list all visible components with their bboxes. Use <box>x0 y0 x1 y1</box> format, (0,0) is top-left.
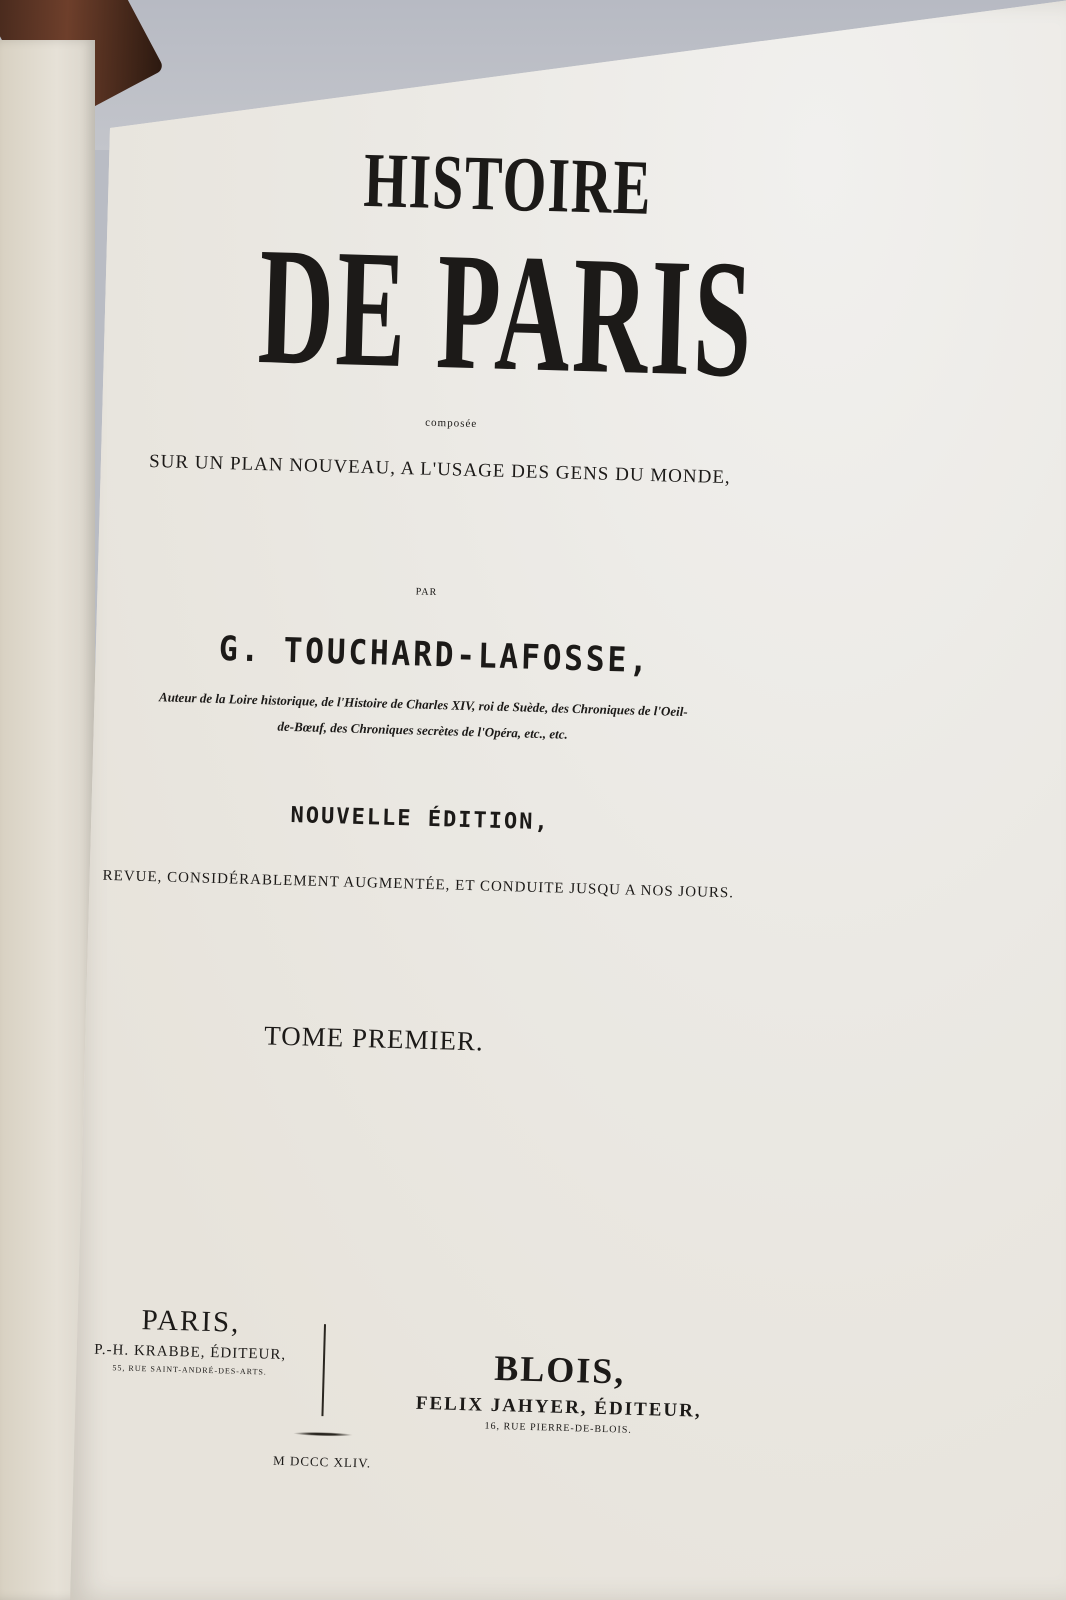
imprint-blois <box>393 1344 725 1438</box>
imprint-paris-address: 55, RUE SAINT-ANDRÉ-DES-ARTS. <box>112 1363 267 1377</box>
edition-revue: REVUE, CONSIDÉRABLEMENT AUGMENTÉE, ET CONDUITE JUSQU A NOS JOURS. <box>102 867 735 902</box>
imprint-blois-address: 16, RUE PIERRE-DE-BLOIS. <box>484 1420 632 1436</box>
publication-year: M DCCC XLIV. <box>272 1452 372 1471</box>
imprint-blois-city: BLOIS, <box>493 1347 626 1392</box>
title-line-de-paris: DE PARIS <box>256 212 757 413</box>
author-name: G. TOUCHARD-LAFOSSE, <box>218 628 652 682</box>
imprint-paris-publisher: P.-H. KRABBE, ÉDITEUR, <box>93 1341 287 1364</box>
edition-label: NOUVELLE ÉDITION, <box>290 803 551 836</box>
title-page-content <box>93 99 930 1570</box>
subtitle-plan: SUR UN PLAN NOUVEAU, A L'USAGE DES GENS DU MONDE, <box>148 450 732 489</box>
title-line-histoire: HISTOIRE <box>362 135 654 231</box>
imprint-paris <box>75 1302 307 1377</box>
author-works-line-1: Auteur de la Loire historique, de l'Histoire de Charles XIV, roi de Suède, des Chroniques de l'Oeil- <box>158 689 688 720</box>
volume-label: TOME PREMIER. <box>263 1020 485 1057</box>
imprint-paris-city: PARIS, <box>141 1304 241 1339</box>
author-works-line-2: de-Bœuf, des Chroniques secrètes de l'Opéra, etc., etc. <box>277 718 568 742</box>
par-label: PAR <box>415 586 438 599</box>
imprint-divider <box>321 1324 326 1416</box>
ornament-rule <box>293 1431 353 1437</box>
imprint-blois-publisher: FELIX JAHYER, ÉDITEUR, <box>415 1392 702 1422</box>
composee-label: composée <box>425 416 478 431</box>
